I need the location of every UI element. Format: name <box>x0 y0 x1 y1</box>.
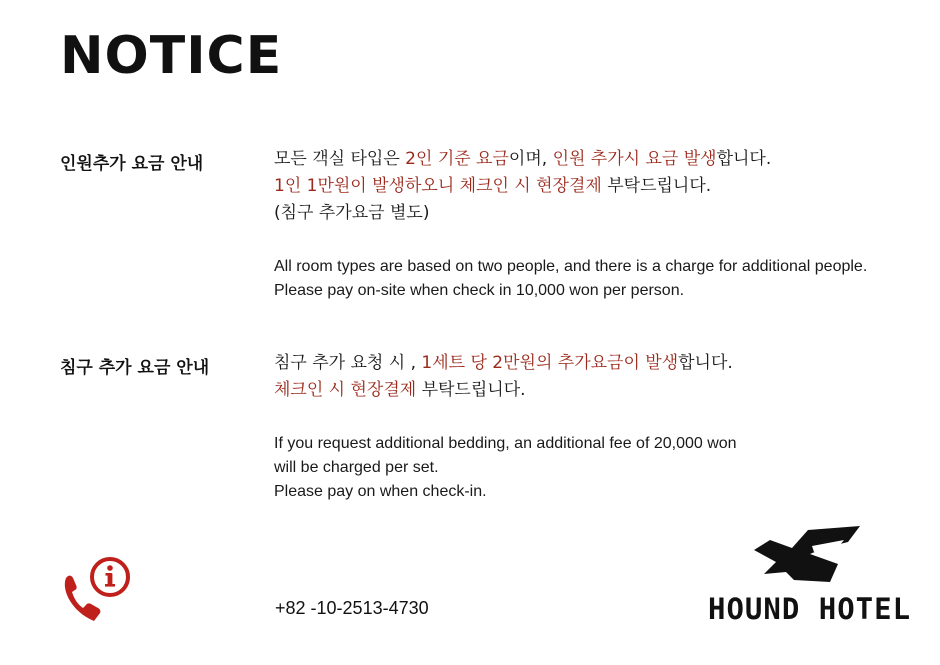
section-label-bedding: 침구 추가 요금 안내 <box>60 358 210 378</box>
phone-number: +82 -10-2513-4730 <box>275 598 429 618</box>
phone-info-icon <box>60 554 134 628</box>
bedding-ko-line-1: 침구 추가 요청 시 , 1세트 당 2만원의 추가요금이 발생합니다. <box>274 353 733 373</box>
bedding-ko-line-2: 체크인 시 현장결제 부탁드립니다. <box>274 380 526 400</box>
extra-person-ko-line-2: 1인 1만원이 발생하오니 체크인 시 현장결제 부탁드립니다. <box>274 176 712 196</box>
extra-person-ko-line-3: (침구 추가요금 별도) <box>274 203 430 223</box>
bedding-en-line-3: Please pay on when check-in. <box>274 483 487 500</box>
hound-logo-icon <box>752 524 862 584</box>
extra-person-en-line-1: All room types are based on two people, and there is a charge for additional people. <box>274 258 868 275</box>
bedding-en-line-1: If you request additional bedding, an additional fee of 20,000 won <box>274 435 737 452</box>
extra-person-ko-line-1: 모든 객실 타입은 2인 기준 요금이며, 인원 추가시 요금 발생합니다. <box>274 149 772 169</box>
brand-name: HOUND HOTEL <box>708 592 912 626</box>
page-title: NOTICE <box>60 26 283 86</box>
section-label-extra-person: 인원추가 요금 안내 <box>60 154 204 174</box>
bedding-en-line-2: will be charged per set. <box>274 459 439 476</box>
extra-person-en-line-2: Please pay on-site when check in 10,000 won per person. <box>274 282 685 299</box>
